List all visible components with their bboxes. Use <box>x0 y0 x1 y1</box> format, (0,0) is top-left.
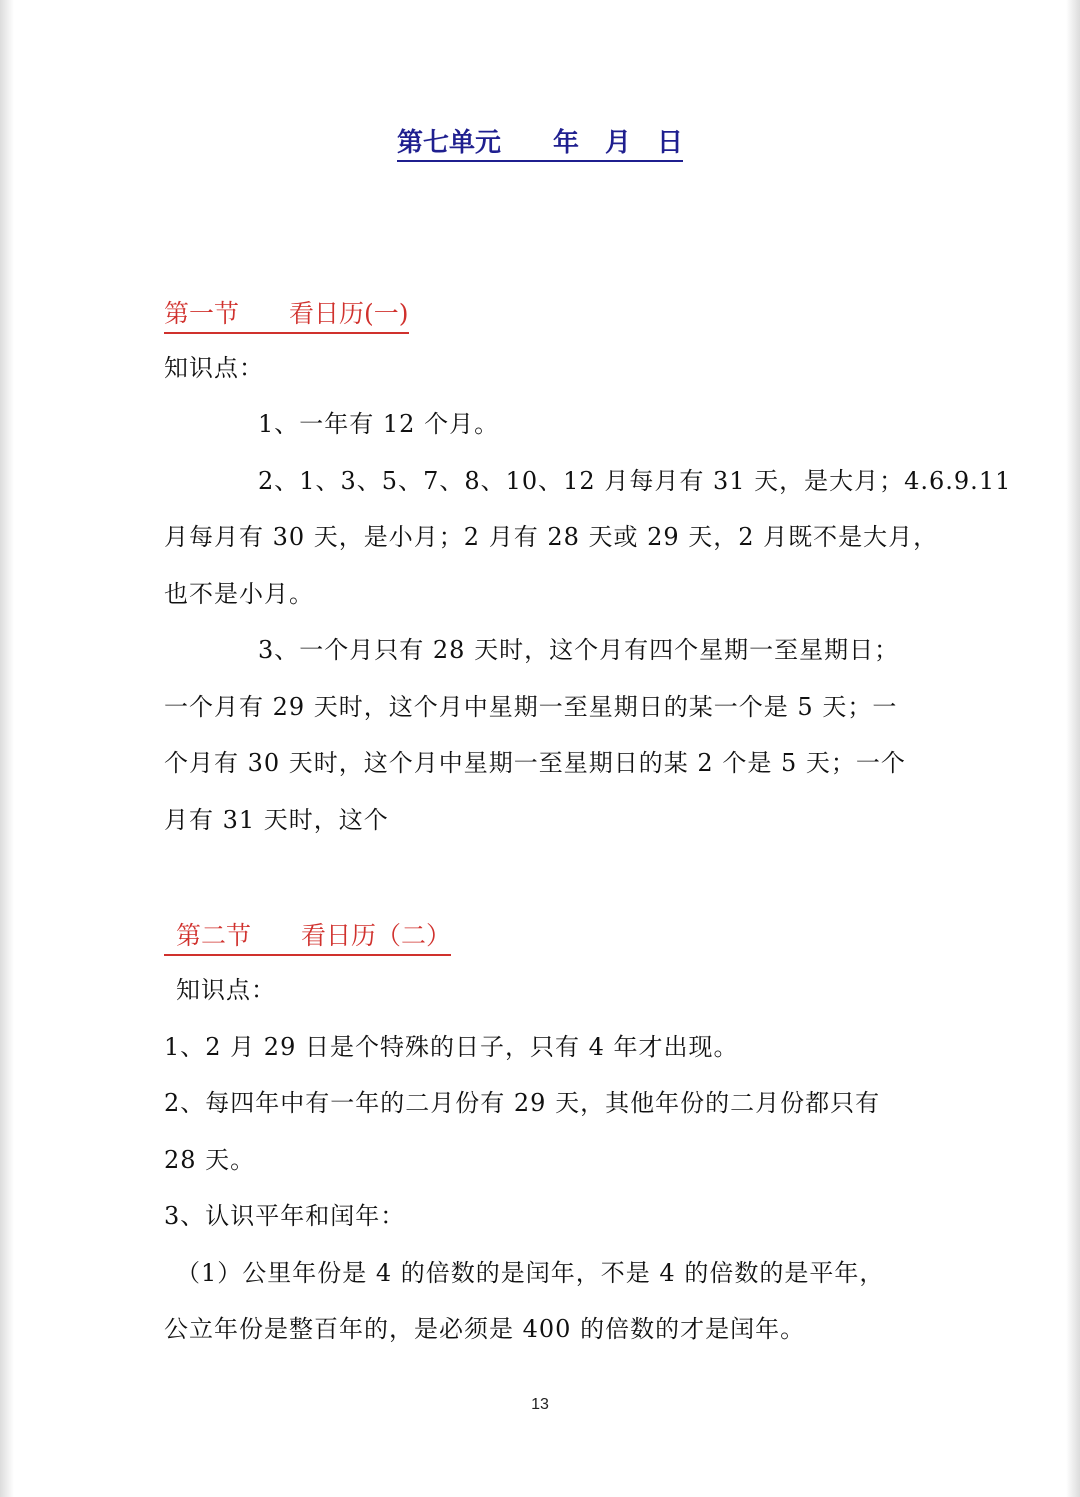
section-2-line-1: 1、2 月 29 日是个特殊的日子，只有 4 年才出现。 <box>164 1033 739 1061</box>
section-1-line-2: 2、1、3、5、7、8、10、12 月每月有 31 天，是大月；4.6.9.11 <box>258 467 1012 495</box>
unit-title <box>0 122 1080 159</box>
section-1-line-4: 也不是小月。 <box>164 580 314 608</box>
section-2-line-3: 28 天。 <box>164 1146 256 1174</box>
section-2-title: 第二节 看日历（二） <box>164 916 451 956</box>
section-1-line-5: 3、一个月只有 28 天时，这个月有四个星期一至星期日； <box>258 636 900 664</box>
section-1-label: 知识点： <box>164 354 264 382</box>
section-2-line-5: （1）公里年份是 4 的倍数的是闰年，不是 4 的倍数的是平年， <box>176 1259 885 1287</box>
section-1-line-6: 一个月有 29 天时，这个月中星期一至星期日的某一个是 5 天；一 <box>164 693 898 721</box>
section-2-label: 知识点： <box>176 976 276 1004</box>
page-edge-left <box>0 0 14 1497</box>
section-2-line-2: 2、每四年中有一年的二月份有 29 天，其他年份的二月份都只有 <box>164 1089 881 1117</box>
page-number: 13 <box>531 1396 549 1413</box>
section-2-line-6: 公立年份是整百年的，是必须是 400 的倍数的才是闰年。 <box>164 1315 806 1343</box>
section-2-line-4: 3、认识平年和闰年： <box>164 1202 406 1230</box>
unit-title-text: 第七单元 年 月 日 <box>397 128 683 162</box>
section-1-line-7: 个月有 30 天时，这个月中星期一至星期日的某 2 个是 5 天；一个 <box>164 749 906 777</box>
page-edge-right <box>1066 0 1080 1497</box>
section-1-line-8: 月有 31 天时，这个 <box>164 806 389 834</box>
section-1-line-3: 月每月有 30 天，是小月；2 月有 28 天或 29 天，2 月既不是大月， <box>164 523 939 551</box>
section-1-line-1: 1、一年有 12 个月。 <box>258 410 500 438</box>
section-1-title: 第一节 看日历(一) <box>164 294 409 334</box>
